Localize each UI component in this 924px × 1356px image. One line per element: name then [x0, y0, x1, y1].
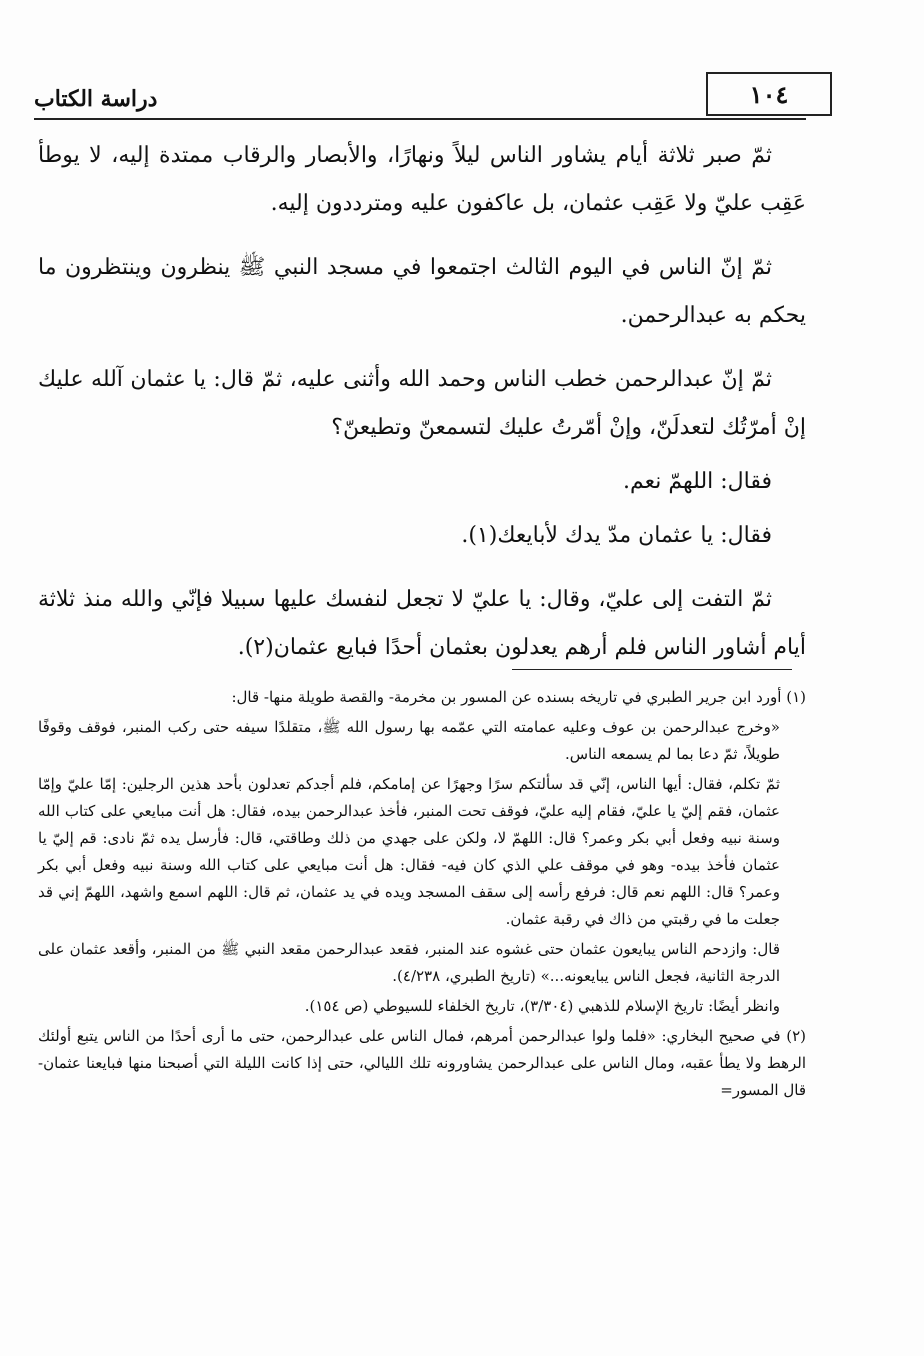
- page-number: ١٠٤: [706, 72, 832, 116]
- footnote-1-quote-body: ثمّ تكلم، فقال: أيها الناس، إنّي قد سألتكم سرًا وجهرًا عن إمامكم، فلم أجدكم تعدلون بأحد هذين الرجلين: إمّا عليّ وإمّا عثمان، فقم إليّ يا عليّ، فقام إليه عليّ، فوقف تحت المنبر، فأخذ عبدالرحمن بيده، فقال: هل أنت مبايعي على كتاب الله وسنة نبيه وفعل أبي بكر وعمر؟ قال: اللهمّ لا، ولكن على جهدي من ذلك وطاقتي، قال: فأرسل يده ثمّ نادى: قم إليّ يا عثمان فأخذ بيده- وهو في موقف علي الذي كان فيه- فقال: هل أنت مبايعي على كتاب الله وسنة نبيه وفعل أبي بكر وعمر؟ قال: اللهم نعم قال: فرفع رأسه إلى سقف المسجد ويده في يد عثمان، ثم قال: اللهم اسمع واشهد، اللهمّ إني قد جعلت ما في رقبتي من ذاك في رقبة عثمان.: [38, 775, 780, 928]
- paragraph-address-ali: ثمّ التفت إلى عليّ، وقال: يا عليّ لا تجعل لنفسك عليها سبيلا فإنّي والله منذ ثلاثة أيام أشاور الناس فلم أرهم يعدلون بعثمان أحدًا فبايع عثمان(٢).: [38, 587, 806, 660]
- page-header: [34, 60, 806, 120]
- footnotes: [38, 684, 806, 1107]
- footnote-1-quote-start: «وخرج عبدالرحمن بن عوف وعليه عمامته التي عمّمه بها رسول الله ﷺ، متقلدًا سيفه حتى ركب المنبر، فوقف وقوفًا طويلاً، ثمّ دعا بما لم يسمعه الناس.: [38, 718, 780, 763]
- paragraph-sermon: ثمّ إنّ عبدالرحمن خطب الناس وحمد الله وأثنى عليه، ثمّ قال: يا عثمان آلله عليك إنْ أمرّتُك لتعدلَنّ، وإنْ أمّرتُ عليك لتسمعنّ وتطيعنّ؟: [38, 367, 806, 440]
- paragraph-pledge: فقال: يا عثمان مدّ يدك لأبايعك(١).: [461, 523, 772, 548]
- footnote-1-intro: (١) أورد ابن جرير الطبري في تاريخه بسنده عن المسور بن مخرمة- والقصة طويلة منها- قال:: [231, 688, 806, 706]
- footnote-1-references: وانظر أيضًا: تاريخ الإسلام للذهبي (٣/٣٠٤)، تاريخ الخلفاء للسيوطي (ص ١٥٤).: [304, 997, 780, 1015]
- paragraph-gathering: ثمّ إنّ الناس في اليوم الثالث اجتمعوا في مسجد النبي ﷺ ينظرون وينتظرون ما يحكم به عبدالرحمن.: [38, 255, 806, 328]
- main-text: [38, 132, 806, 688]
- running-title: دراسة الكتاب: [34, 86, 158, 112]
- footnote-1-quote-end: قال: وازدحم الناس يبايعون عثمان حتى غشوه عند المنبر، فقعد عبدالرحمن مقعد النبي ﷺ من المنبر، وأقعد عثمان على الدرجة الثانية، فجعل الناس يبايعونه...» (تاريخ الطبري، ٤/٢٣٨).: [38, 940, 780, 985]
- paragraph-consultation: ثمّ صبر ثلاثة أيام يشاور الناس ليلاً ونهارًا، والأبصار والرقاب ممتدة إليه، لا يوطأ عَقِب عليّ ولا عَقِب عثمان، بل عاكفون عليه ومترددون إليه.: [38, 143, 806, 216]
- footnote-2: (٢) في صحيح البخاري: «فلما ولوا عبدالرحمن أمرهم، فمال الناس على عبدالرحمن، حتى ما أرى أحدًا من الناس يتبع أولئك الرهط ولا يطأ عقبه، ومال الناس على عبدالرحمن يشاورونه تلك الليالي، حتى إذا كانت الليلة التي أصبحنا منها فبايعنا عثمان- قال المسور=: [38, 1027, 806, 1099]
- footnote-separator: [512, 669, 792, 670]
- paragraph-reply: فقال: اللهمّ نعم.: [623, 469, 772, 494]
